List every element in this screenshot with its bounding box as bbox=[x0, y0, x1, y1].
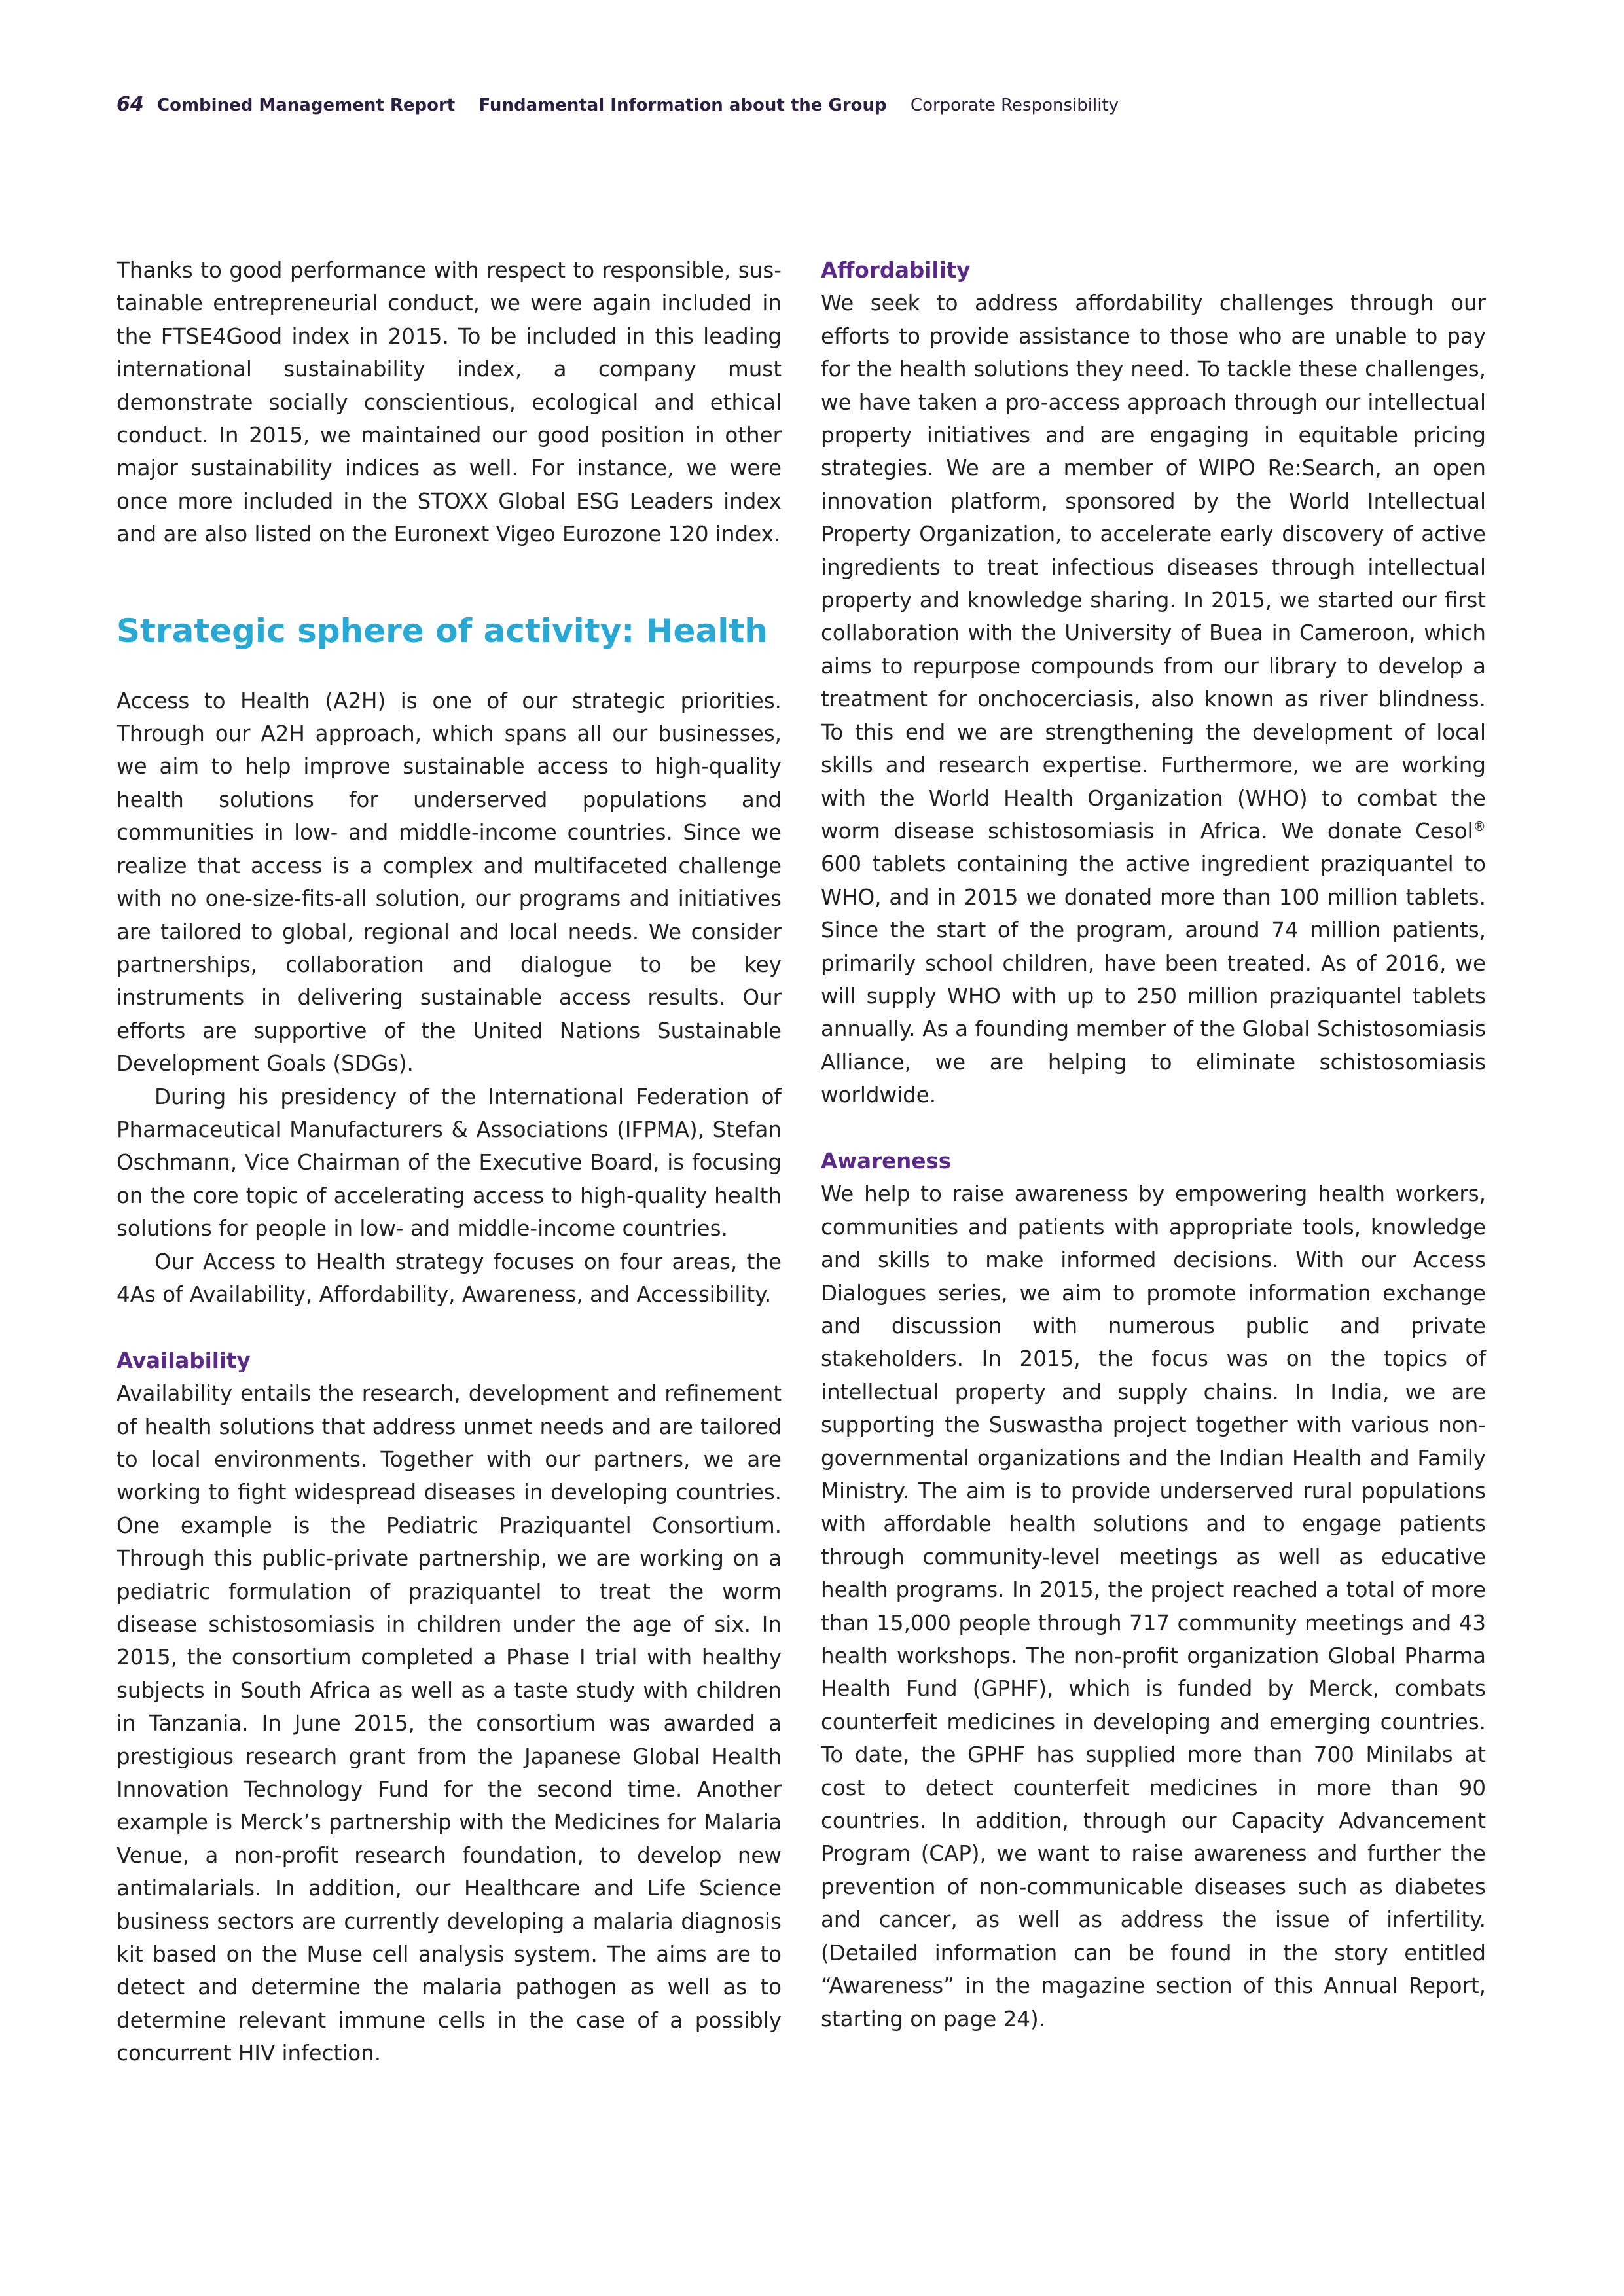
left-column bbox=[117, 254, 782, 2070]
availability-heading: Availability bbox=[117, 1348, 251, 1373]
affordability-text-a: We seek to address affordability challenges through our efforts to provide assistance to those who are unable to pay for the health solutions they need. To tackle these challenges, we have taken a pro-access approach through our intellectual property initiatives and are engaging in equitable pricing strategies. We are a member of WIPO Re:Search, an open innovation platform, sponsored by the World Intellectual Property Organization, to accelerate early discovery of active ingredients to treat infectious diseases through intellectual property and knowledge sharing. In 2015, we started our first collaboration with the University of Buea in Cameroon, which aims to repurpose compounds from our library to develop a treatment for onchocerciasis, also known as river blindness. To this end we are strengthening the development of local skills and research expertise. Furthermore, we are working with the World Health Organization (WHO) to combat the worm disease schistosomiasis in Africa. We donate Cesol bbox=[821, 291, 1486, 844]
strategy-paragraph: Our Access to Health strategy focuses on four areas, the 4As of Availability, Affordability, Awareness, and Accessibility. bbox=[117, 1249, 782, 1307]
right-column bbox=[821, 254, 1486, 2036]
availability-paragraph: Availability entails the research, development and refinement of health solutions that address unmet needs and are tailored to local environments. Together with our partners, we are working to fight widespread diseases in developing countries. One example is the Pediatric Praziquantel Consortium. Through this public-private partnership, we are working on a pediatric formulation of praziquantel to treat the worm disease schistosomiasis in children under the age of six. In 2015, the consortium completed a Phase I trial with healthy subjects in South Africa as well as a taste study with children in Tanzania. In June 2015, the consortium was awarded a prestigious research grant from the Japanese Global Health Innovation Technology Fund for the second time. Another example is Merck’s partnership with the Medicines for Malaria Venue, a non-profit research foundation, to develop new antimalarials. In addition, our Healthcare and Life Science business sectors are currently developing a malaria diagnosis kit based on the Muse cell analysis system. The aims are to detect and determine the malaria pathogen as well as to determine relevant immune cells in the case of a possibly concurrent HIV infection. bbox=[117, 1381, 782, 2066]
running-header bbox=[117, 93, 1119, 117]
header-section: Combined Management Report bbox=[157, 96, 456, 115]
page-number: 64 bbox=[117, 93, 144, 116]
intro-paragraph: Thanks to good performance with respect to responsible, sustainable entrepreneurial conduct, we were again included in the FTSE4Good index in 2015. To be included in this leading international sustainability index, a company must demonstrate socially conscientious, ecological and ethical conduct. In 2015, we maintained our good position in other major sustainability indices as well. For instance, we were once more included in the STOXX Global ESG Leaders index and are also listed on the Euronext Vigeo Eurozone 120 index. bbox=[117, 258, 782, 547]
header-topic: Corporate Responsibility bbox=[910, 96, 1119, 115]
awareness-heading: Awareness bbox=[821, 1148, 952, 1174]
header-chapter: Fundamental Information about the Group bbox=[478, 96, 887, 115]
affordability-heading: Affordability bbox=[821, 258, 971, 283]
ifpma-paragraph: During his presidency of the International Federation of Pharmaceutical Manufacturers & Associations (IFPMA), Stefan Oschmann, Vice Chairman of the Executive Board, is focusing on the core topic of accelerating access to high-quality health solutions for people in low- and middle-income countries. bbox=[117, 1084, 782, 1242]
registered-mark: ® bbox=[1473, 819, 1486, 834]
affordability-paragraph bbox=[821, 287, 1486, 1111]
section-title: Strategic sphere of activity: Health bbox=[117, 611, 768, 650]
awareness-paragraph: We help to raise awareness by empowering health workers, communities and patients with appropriate tools, knowledge and skills to make informed decisions. With our Access Dialogues series, we aim to promote information exchange and discussion with numerous public and private stakeholders. In 2015, the focus was on the topics of intellectual property and supply chains. In India, we are supporting the Suswastha project together with various non-governmental organizations and the Indian Health and Family Ministry. The aim is to provide underserved rural populations with affordable health solutions and to engage patients through community-level meetings as well as educative health programs. In 2015, the project reached a total of more than 15,000 people through 717 community meetings and 43 health workshops. The non-profit organization Global Pharma Health Fund (GPHF), which is funded by Merck, combats counterfeit medicines in developing and emerging countries. To date, the GPHF has supplied more than 700 Minilabs at cost to detect counterfeit medicines in more than 90 countries. In addition, through our Capacity Advancement Program (CAP), we want to raise awareness and further the prevention of non-communicable diseases such as diabetes and cancer, as well as address the issue of infertility. (Detailed information can be found in the story entitled “Awareness” in the magazine section of this Annual Report, starting on page 24). bbox=[821, 1181, 1486, 2032]
access-paragraph: Access to Health (A2H) is one of our strategic priorities. Through our A2H approach, which spans all our businesses, we aim to help improve sustainable access to high-quality health solutions for underserved populations and communities in low- and middle-income countries. Since we realize that access is a complex and multifaceted challenge with no one-size-fits-all solution, our programs and initiatives are tailored to global, regional and local needs. We consider partnerships, collaboration and dialogue to be key instruments in delivering sustainable access results. Our efforts are supportive of the United Nations Sustainable Development Goals (SDGs). bbox=[117, 688, 782, 1077]
affordability-text-b: 600 tablets containing the active ingredient praziquantel to WHO, and in 2015 we donated more than 100 million tablets. Since the start of the program, around 74 million patients, primarily school children, have been treated. As of 2016, we will supply WHO with up to 250 million praziquantel tablets annually. As a founding member of the Global Schistosomiasis Alliance, we are helping to eliminate schistosomiasis worldwide. bbox=[821, 852, 1486, 1108]
